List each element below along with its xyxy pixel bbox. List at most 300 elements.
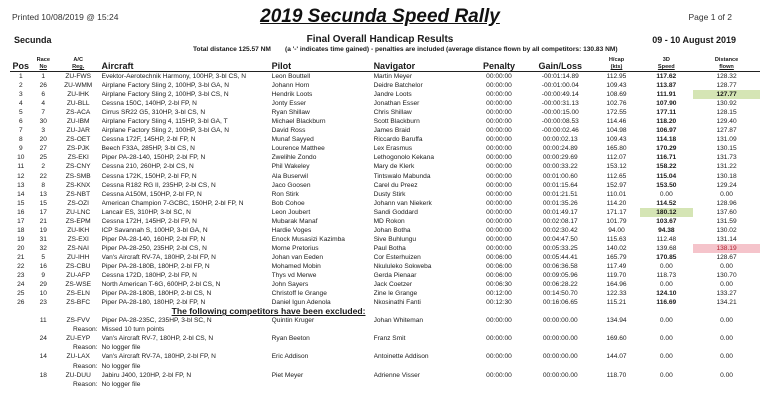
penalty-cell: 00:00:00 — [486, 335, 512, 343]
pilot-cell: John Sayers — [271, 281, 309, 289]
page-title: 2019 Secunda Speed Rally — [260, 6, 500, 27]
aircraft-cell: Piper PA-28-235C, 235HP, 3-bl SC, N — [101, 317, 212, 325]
gainloss-cell: 00:06:28.22 — [542, 281, 578, 289]
navigator-cell: Dusty Stirk — [373, 190, 406, 198]
pos-cell: 10 — [17, 154, 25, 162]
speed-cell: 0.00 — [659, 371, 673, 379]
table-row — [10, 162, 760, 171]
table-row — [10, 172, 760, 181]
pos-cell: 2 — [18, 82, 23, 90]
speed-cell: 107.90 — [656, 100, 677, 108]
aircraft-cell: Cessna 210, 260HP, 2-bl CS, N — [101, 163, 194, 171]
distance-cell: 131.22 — [716, 163, 737, 171]
race-no-cell: 11 — [39, 317, 47, 325]
gainloss-cell: 00:01:49.17 — [542, 208, 578, 216]
aircraft-cell: Cessna 172D, 180HP, 2-bl FP, N — [101, 272, 197, 280]
speed-cell: 112.48 — [656, 235, 677, 243]
gainloss-cell: 00:00:24.89 — [542, 145, 578, 153]
gainloss-cell: 00:02:08.17 — [542, 217, 578, 225]
aircraft-cell: Van's Aircraft RV-7, 180HP, 2-bl CS, N — [101, 335, 214, 343]
col-gainloss: Gain/Loss — [527, 55, 593, 72]
results-note: (a '-' indicates time gained) - penalties are included (average distance flown by all competitors: 130.83 NM) — [285, 46, 618, 53]
navigator-cell: Deidre Batchelor — [373, 82, 423, 90]
penalty-cell: 00:00:00 — [486, 199, 512, 207]
hcap-cell: 165.80 — [606, 145, 627, 153]
speed-cell: 153.50 — [656, 181, 677, 189]
pilot-cell: Piet Meyer — [271, 371, 304, 379]
navigator-cell: Jonathan Esser — [373, 100, 420, 108]
reg-cell: ZU-EYP — [66, 335, 91, 343]
race-no-cell: 19 — [39, 226, 47, 234]
pos-cell: 11 — [17, 163, 25, 171]
gainloss-cell: 00:04:47.50 — [542, 235, 578, 243]
reg-cell: ZS-ACA — [66, 109, 91, 117]
distance-cell: 0.00 — [720, 371, 733, 379]
pilot-cell: Jonty Esser — [271, 100, 307, 108]
pos-cell: 1 — [18, 73, 23, 81]
speed-cell: 103.67 — [656, 217, 677, 225]
hcap-cell: 164.96 — [606, 281, 627, 289]
table-row — [10, 81, 760, 90]
pos-cell: 18 — [17, 226, 25, 234]
hcap-cell: 101.79 — [606, 217, 627, 225]
navigator-cell: Gerda Pienaar — [373, 272, 417, 280]
table-row — [10, 135, 760, 144]
distance-cell: 0.00 — [720, 281, 733, 289]
speed-cell: 0.00 — [659, 335, 673, 343]
hcap-cell: 171.17 — [606, 208, 627, 216]
pos-cell: 21 — [17, 253, 25, 261]
aircraft-cell: Piper PA-28-250, 235HP, 2-bl CS, N — [101, 244, 207, 252]
speed-cell: 118.20 — [656, 118, 677, 126]
pos-cell: 9 — [18, 145, 23, 153]
pos-cell: 8 — [18, 136, 23, 144]
hcap-cell: 109.43 — [606, 136, 627, 144]
reg-cell: ZS-FVV — [66, 317, 90, 325]
reg-cell: ZS-ELN — [66, 290, 90, 298]
reason-row — [10, 380, 760, 389]
table-row — [10, 90, 760, 99]
speed-cell: 0.00 — [659, 353, 673, 361]
pos-cell: 19 — [17, 235, 25, 243]
navigator-cell: Martin Meyer — [373, 73, 413, 81]
penalty-cell: 00:00:00 — [486, 353, 512, 361]
reg-cell: ZU-IHK — [67, 91, 90, 99]
race-no-cell: 4 — [41, 100, 46, 108]
table-row — [10, 289, 760, 298]
reason-label: Reason: — [72, 380, 98, 388]
distance-cell: 137.60 — [716, 208, 737, 216]
reg-cell: ZS-EPM — [65, 217, 91, 225]
race-no-cell: 22 — [39, 172, 47, 180]
excluded-row — [10, 371, 760, 380]
col-speed: 3D Speed — [640, 55, 694, 72]
gainloss-cell: -00:00:31.13 — [541, 100, 579, 108]
table-row — [10, 153, 760, 162]
reg-cell: ZS-NAI — [67, 244, 90, 252]
col-race-no: Race No — [32, 55, 55, 72]
penalty-cell: 00:00:00 — [486, 217, 512, 225]
pilot-cell: Thys vd Merwe — [271, 272, 317, 280]
hcap-cell: 112.65 — [606, 172, 627, 180]
race-no-cell: 6 — [41, 91, 46, 99]
pilot-cell: Morne Pretorius — [271, 244, 319, 252]
penalty-cell: 00:12:30 — [486, 299, 512, 307]
reg-cell: ZU-IBM — [66, 118, 90, 126]
hcap-cell: 153.12 — [606, 163, 627, 171]
page-number: Page 1 of 2 — [688, 12, 732, 22]
race-no-cell: 26 — [39, 82, 47, 90]
gainloss-cell: 00:00:33.22 — [542, 163, 578, 171]
penalty-cell: 00:00:00 — [486, 190, 512, 198]
distance-cell: 127.77 — [693, 90, 760, 99]
aircraft-cell: Cessna A150M, 150HP, 2-bl FP, N — [101, 190, 202, 198]
pilot-cell: Daniel Igun Adenola — [271, 299, 331, 307]
spacer — [10, 362, 32, 371]
table-row — [10, 271, 760, 280]
gainloss-cell: 00:00:00.00 — [542, 335, 578, 343]
distance-cell: 128.67 — [716, 253, 737, 261]
pilot-cell: Michael Blackburn — [271, 118, 326, 126]
hcap-cell: 115.21 — [606, 299, 627, 307]
race-no-cell: 18 — [39, 371, 47, 379]
aircraft-cell: Piper PA-28-180, 180HP, 2-bl FP, N — [101, 299, 206, 307]
pos-cell: 6 — [18, 118, 23, 126]
race-no-cell: 7 — [41, 109, 46, 117]
gainloss-cell: -00:01:14.89 — [541, 73, 579, 81]
distance-cell: 128.96 — [716, 199, 737, 207]
race-no-cell: 25 — [39, 154, 47, 162]
reason-row — [10, 343, 760, 352]
race-no-cell: 30 — [39, 118, 47, 126]
distance-cell: 128.32 — [716, 73, 737, 81]
gainloss-cell: 00:01:00.60 — [542, 172, 578, 180]
table-row — [10, 99, 760, 108]
gainloss-cell: 00:16:06.65 — [542, 299, 578, 307]
gainloss-cell: 00:06:36.58 — [542, 263, 578, 270]
col-pilot: Pilot — [272, 55, 374, 72]
race-no-cell: 21 — [39, 217, 47, 225]
distance-cell: 131.09 — [716, 136, 737, 144]
pilot-cell: Lourence Matthee — [271, 145, 325, 153]
table-row — [10, 117, 760, 126]
gainloss-cell: 00:01:15.64 — [542, 181, 578, 189]
table-row — [10, 217, 760, 226]
speed-cell: 116.69 — [656, 299, 677, 307]
gainloss-cell: -00:00:49.14 — [541, 91, 579, 99]
reg-cell: ZS-EKI — [67, 154, 89, 162]
race-no-cell: 13 — [39, 190, 47, 198]
report-subtitle: Final Overall Handicap Results — [306, 34, 454, 45]
table-row — [10, 226, 760, 235]
gainloss-cell: 00:01:21.51 — [542, 190, 578, 198]
hcap-cell: 112.07 — [606, 154, 627, 162]
reg-cell: ZS-KNX — [66, 181, 91, 189]
distance-cell: 0.00 — [720, 335, 733, 343]
race-no-cell: 2 — [41, 163, 46, 171]
race-no-cell: 10 — [39, 290, 47, 298]
penalty-cell: 00:00:00 — [486, 73, 512, 81]
speed-cell: 114.52 — [656, 199, 677, 207]
reg-cell: ZU-WMM — [64, 82, 93, 90]
hcap-cell: 165.79 — [606, 253, 627, 261]
reg-cell: ZU-LNC — [66, 208, 91, 216]
pilot-cell: Phil Wakeley — [271, 163, 310, 171]
gainloss-cell: 00:00:00.00 — [542, 353, 578, 361]
col-reg: A/C Reg. — [55, 55, 102, 72]
aircraft-cell: ICP Savannah S, 100HP, 3-bl GA, N — [101, 226, 208, 234]
pilot-cell: Jaco Goosen — [271, 181, 311, 189]
aircraft-cell: Cessna 172H, 145HP, 2-bl FP, N — [101, 217, 197, 225]
penalty-cell: 00:00:00 — [486, 91, 512, 99]
aircraft-cell: Cessna 150C, 140HP, 2-bl FP, N — [101, 100, 197, 108]
aircraft-cell: Cirrus SR22 G5, 310HP, 3-bl CS, N — [101, 109, 206, 117]
pilot-cell: Christoff le Grange — [271, 290, 327, 298]
distance-cell: 130.70 — [716, 272, 737, 280]
gainloss-cell: 00:05:44.41 — [542, 253, 578, 261]
distance-cell: 131.59 — [716, 217, 737, 225]
pos-cell: 16 — [17, 208, 25, 216]
reg-cell: ZS-NBT — [66, 190, 91, 198]
pos-cell: 24 — [17, 281, 25, 289]
hcap-cell: 108.69 — [606, 91, 627, 99]
speed-cell: 113.87 — [656, 82, 677, 90]
pos-cell: 7 — [18, 127, 23, 135]
distance-cell: 130.18 — [716, 172, 737, 180]
pilot-cell: Johan van Eeden — [271, 253, 323, 261]
race-no-cell: 3 — [41, 127, 46, 135]
navigator-cell: Carel du Preez — [373, 181, 418, 189]
distance-cell: 128.15 — [716, 109, 737, 117]
aircraft-cell: Piper PA-28-180B, 180HP, 2-bl FP, N — [101, 263, 210, 270]
race-no-cell: 32 — [39, 244, 47, 252]
reg-cell: ZS-PJK — [66, 145, 90, 153]
penalty-cell: 00:00:00 — [486, 208, 512, 216]
pos-cell — [10, 352, 32, 361]
aircraft-cell: Airplane Factory Sling 2, 100HP, 3-bl CS, N — [101, 91, 229, 99]
table-row — [10, 199, 760, 208]
spacer — [10, 343, 32, 352]
speed-cell: 116.71 — [656, 154, 677, 162]
aircraft-cell: Lancair ES, 310HP, 3-bl SC, N — [101, 208, 191, 216]
reg-cell: ZU-DUU — [65, 371, 91, 379]
pilot-cell: Quintin Kruger — [271, 317, 315, 325]
race-no-cell: 20 — [39, 136, 47, 144]
speed-cell: 115.04 — [656, 172, 677, 180]
gainloss-cell: 00:09:05.96 — [542, 272, 578, 280]
race-no-cell: 1 — [41, 73, 46, 81]
reg-cell: ZS-OET — [66, 136, 91, 144]
reg-cell: ZU-IKH — [67, 226, 90, 234]
navigator-cell: Lethogonolo Kekana — [373, 154, 435, 162]
navigator-cell: Franz Smit — [373, 335, 406, 343]
pilot-cell: Hendrik Loots — [271, 91, 313, 99]
pos-cell: 25 — [17, 290, 25, 298]
penalty-cell: 00:12:00 — [486, 290, 512, 298]
table-row — [10, 253, 760, 262]
hcap-cell: 102.76 — [606, 100, 627, 108]
aircraft-cell: Van's Aircraft RV-7A, 180HP, 2-bl FP, N — [101, 353, 216, 361]
table-row — [10, 262, 760, 271]
reg-cell: ZS-EXI — [67, 235, 89, 243]
pilot-cell: Ryan Shillaw — [271, 109, 310, 117]
race-no-cell: 15 — [39, 199, 47, 207]
navigator-cell: Paul Botha — [373, 244, 406, 252]
table-row — [10, 280, 760, 289]
col-navigator: Navigator — [374, 55, 471, 72]
speed-cell: 177.11 — [656, 109, 677, 117]
hcap-cell: 115.63 — [606, 235, 627, 243]
pilot-cell: Eric Addison — [271, 353, 309, 361]
race-no-cell: 31 — [39, 235, 47, 243]
navigator-cell: Scott Blackburn — [373, 118, 420, 126]
hcap-cell: 119.70 — [606, 272, 627, 280]
penalty-cell: 00:00:00 — [486, 317, 512, 325]
hcap-cell: 114.20 — [606, 199, 627, 207]
aircraft-cell: Piper PA-28-140, 160HP, 2-bl FP, N — [101, 235, 206, 243]
speed-cell: 0.00 — [659, 190, 673, 198]
aircraft-cell: Airplane Factory Sling 2, 100HP, 3-bl GA, N — [101, 127, 229, 135]
aircraft-cell: North American T-6G, 600HP, 2-bl CS, N — [101, 281, 221, 289]
speed-cell: 114.18 — [656, 136, 677, 144]
navigator-cell: Cor Esterhuizen — [373, 253, 421, 261]
hcap-cell: 172.55 — [606, 109, 627, 117]
penalty-cell: 00:00:00 — [486, 235, 512, 243]
reg-cell: ZS-CBU — [65, 263, 91, 270]
penalty-cell: 00:00:00 — [486, 154, 512, 162]
pos-cell — [10, 316, 32, 325]
col-distance: Distance flown — [693, 55, 760, 72]
reason-label: Reason: — [72, 362, 98, 370]
race-no-cell: 8 — [41, 181, 46, 189]
pos-cell: 12 — [17, 172, 25, 180]
hcap-cell: 110.01 — [606, 190, 627, 198]
gainloss-cell: 00:00:00.00 — [542, 317, 578, 325]
race-no-cell: 16 — [39, 263, 47, 270]
speed-cell: 139.68 — [656, 244, 677, 252]
reason-label: Reason: — [72, 344, 98, 352]
total-distance: Total distance 125.57 NM — [193, 46, 271, 53]
pos-cell: 17 — [17, 217, 25, 225]
penalty-cell: 00:06:00 — [486, 272, 512, 280]
navigator-cell: Jack Coetzer — [373, 281, 413, 289]
distance-cell: 0.00 — [720, 263, 733, 270]
reg-cell: ZS-BFC — [66, 299, 91, 307]
race-no-cell: 29 — [39, 281, 47, 289]
results-table — [10, 55, 760, 389]
penalty-cell: 00:00:00 — [486, 127, 512, 135]
race-no-cell: 17 — [39, 208, 47, 216]
navigator-cell: Chris Shillaw — [373, 109, 412, 117]
race-no-cell: 24 — [39, 335, 47, 343]
distance-cell: 131.14 — [716, 235, 737, 243]
distance-cell: 130.92 — [716, 100, 737, 108]
pilot-cell: David Ross — [271, 127, 306, 135]
col-penalty: Penalty — [471, 55, 527, 72]
gainloss-cell: 00:00:29.69 — [542, 154, 578, 162]
penalty-cell: 00:00:00 — [486, 109, 512, 117]
navigator-cell: Johan Whiteman — [373, 317, 424, 325]
speed-cell: 94.38 — [658, 226, 675, 234]
hcap-cell: 118.70 — [606, 371, 627, 379]
aircraft-cell: Airplane Factory Sling 4, 115HP, 3-bl GA, T — [101, 118, 228, 126]
pos-cell: 4 — [18, 100, 23, 108]
navigator-cell: MD Rokon — [373, 217, 405, 225]
distance-cell: 129.24 — [716, 181, 737, 189]
gainloss-cell: -00:00:08.53 — [541, 118, 579, 126]
aircraft-cell: Cessna 172F, 145HP, 2-bl FP, N — [101, 136, 196, 144]
distance-cell: 127.87 — [716, 127, 737, 135]
penalty-cell: 00:00:00 — [486, 181, 512, 189]
reg-cell: ZS-CNY — [65, 163, 91, 171]
header-row — [10, 55, 760, 72]
aircraft-cell: Piper PA-28-180B, 180HP, 2-bl CS, N — [101, 290, 212, 298]
penalty-cell: 00:06:00 — [486, 263, 512, 270]
reg-cell: ZS-OZI — [67, 199, 90, 207]
results-body — [10, 72, 760, 389]
gainloss-cell: 00:02:30.42 — [542, 226, 578, 234]
spacer — [10, 325, 32, 334]
col-hcap: H/cap (kts) — [593, 55, 639, 72]
penalty-cell: 00:00:00 — [486, 163, 512, 171]
pos-cell: 22 — [17, 263, 25, 270]
distance-cell: 133.27 — [716, 290, 737, 298]
col-pos: Pos — [10, 55, 32, 72]
pilot-cell: Mubarak Manaf — [271, 217, 318, 225]
hcap-cell: 134.94 — [606, 317, 627, 325]
distance-cell: 0.00 — [720, 317, 733, 325]
pos-cell: 15 — [17, 199, 25, 207]
distance-cell: 130.15 — [716, 145, 737, 153]
distance-cell: 134.21 — [716, 299, 737, 307]
navigator-cell: Zine le Grange — [373, 290, 418, 298]
table-row — [10, 144, 760, 153]
aircraft-cell: Cessna 172K, 150HP, 2-bl FP, N — [101, 172, 197, 180]
reason-text: Missed 10 turn points — [101, 326, 165, 334]
race-no-cell: 23 — [39, 299, 47, 307]
table-row — [10, 126, 760, 135]
speed-cell: 0.00 — [659, 281, 673, 289]
event-dates: 09 - 10 August 2019 — [652, 35, 736, 45]
reg-cell: ZU-BLL — [66, 100, 90, 108]
pilot-cell: Enock Musasizi Kazimba — [271, 235, 345, 243]
distance-cell: 138.19 — [693, 244, 760, 253]
speed-cell: 117.62 — [656, 73, 677, 81]
table-row — [10, 298, 760, 307]
penalty-cell: 00:00:00 — [486, 226, 512, 234]
pilot-cell: Leon Bouttell — [271, 73, 311, 81]
hcap-cell: 144.07 — [606, 353, 627, 361]
pos-cell: 5 — [18, 109, 23, 117]
distance-cell: 0.00 — [720, 353, 733, 361]
reg-cell: ZU-AFP — [66, 272, 91, 280]
navigator-cell: Johann van Niekerk — [373, 199, 432, 207]
navigator-cell: Adrienne Visser — [373, 371, 420, 379]
excluded-heading: The following competitors have been excluded: — [171, 307, 366, 317]
distance-cell: 129.40 — [716, 118, 737, 126]
aircraft-cell: American Champion 7-GCBC, 150HP, 2-bl FP, N — [101, 199, 244, 207]
gainloss-cell: -00:00:02.46 — [541, 127, 579, 135]
pilot-cell: Hardie Voges — [271, 226, 312, 234]
table-row — [10, 108, 760, 117]
excluded-row — [10, 352, 760, 361]
speed-cell: 170.29 — [656, 145, 677, 153]
hcap-cell: 152.97 — [606, 181, 627, 189]
gainloss-cell: 00:00:02.13 — [542, 136, 578, 144]
pilot-cell: Johann Horn — [271, 82, 310, 90]
speed-cell: 170.85 — [656, 253, 677, 261]
venue-label: Secunda — [14, 35, 52, 45]
